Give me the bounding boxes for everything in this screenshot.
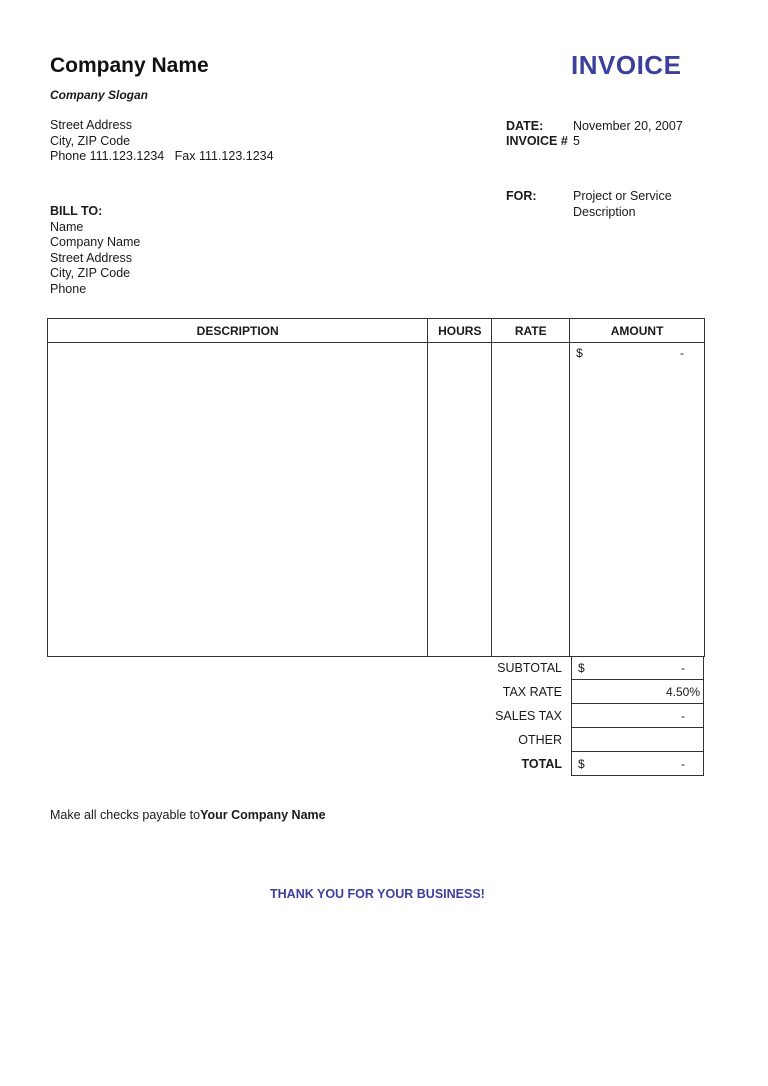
- bill-to-block: [50, 204, 140, 297]
- invoice-number-label: INVOICE #: [506, 134, 568, 148]
- company-slogan: Company Slogan: [50, 88, 149, 102]
- bill-to-name: Name: [50, 219, 84, 234]
- checks-payee: Your Company Name: [200, 808, 326, 822]
- subtotal-row: [440, 656, 705, 680]
- tax-rate-row: [440, 680, 705, 704]
- description-cell[interactable]: [48, 343, 428, 657]
- tax-rate-cell[interactable]: [571, 680, 704, 704]
- subtotal-label: SUBTOTAL: [497, 661, 562, 675]
- bill-to-company: Company Name: [50, 235, 141, 249]
- bill-to-city: City, ZIP Code: [50, 266, 131, 280]
- document-title: INVOICE: [571, 50, 682, 80]
- line-items-table: [47, 318, 705, 657]
- amount-value: -: [680, 346, 684, 360]
- other-row: [440, 728, 705, 752]
- total-label: TOTAL: [521, 757, 562, 771]
- bill-to-label: BILL TO:: [50, 204, 103, 218]
- subtotal-value: -: [681, 661, 685, 675]
- company-address: [50, 118, 274, 165]
- tax-rate-label: TAX RATE: [502, 685, 562, 699]
- sales-tax-cell: [571, 704, 704, 728]
- subtotal-cell: [571, 656, 704, 680]
- amount-cell[interactable]: [570, 343, 705, 657]
- date-value: November 20, 2007: [573, 119, 683, 133]
- address-street: Street Address: [50, 118, 132, 132]
- date-label: DATE:: [506, 119, 544, 133]
- invoice-number-value: 5: [573, 134, 580, 148]
- rate-cell[interactable]: [492, 343, 570, 657]
- checks-payable-note: [50, 808, 326, 822]
- total-currency: $: [578, 756, 585, 771]
- bill-to-street: Street Address: [50, 250, 132, 265]
- column-header-rate: RATE: [492, 319, 570, 343]
- hours-cell[interactable]: [428, 343, 492, 657]
- company-name: Company Name: [50, 54, 209, 77]
- total-value: -: [681, 756, 685, 771]
- totals-summary: [440, 656, 705, 776]
- checks-prefix: Make all checks payable to: [50, 808, 201, 822]
- total-cell: [571, 752, 704, 776]
- column-header-amount: AMOUNT: [570, 319, 705, 343]
- subtotal-currency: $: [578, 661, 585, 675]
- tax-rate-value: 4.50%: [665, 684, 700, 699]
- column-header-description: DESCRIPTION: [48, 319, 428, 343]
- table-row: [48, 343, 705, 657]
- thank-you-message: THANK YOU FOR YOUR BUSINESS!: [270, 887, 485, 901]
- table-header-row: [48, 319, 705, 343]
- column-header-hours: HOURS: [428, 319, 492, 343]
- other-label: OTHER: [518, 733, 562, 747]
- amount-currency: $: [576, 346, 583, 360]
- for-value: [573, 189, 672, 220]
- sales-tax-row: [440, 704, 705, 728]
- bill-to-phone: Phone: [50, 281, 87, 296]
- total-row: [440, 752, 705, 776]
- address-city: City, ZIP Code: [50, 133, 131, 148]
- sales-tax-label: SALES TAX: [495, 709, 562, 723]
- address-phone-fax: Phone 111.123.1234 Fax 111.123.1234: [50, 149, 274, 163]
- other-cell[interactable]: [571, 728, 704, 752]
- for-line-1: Project or Service: [573, 189, 672, 203]
- for-line-2: Description: [573, 204, 636, 219]
- for-label: FOR:: [506, 189, 537, 203]
- sales-tax-value: -: [681, 708, 685, 723]
